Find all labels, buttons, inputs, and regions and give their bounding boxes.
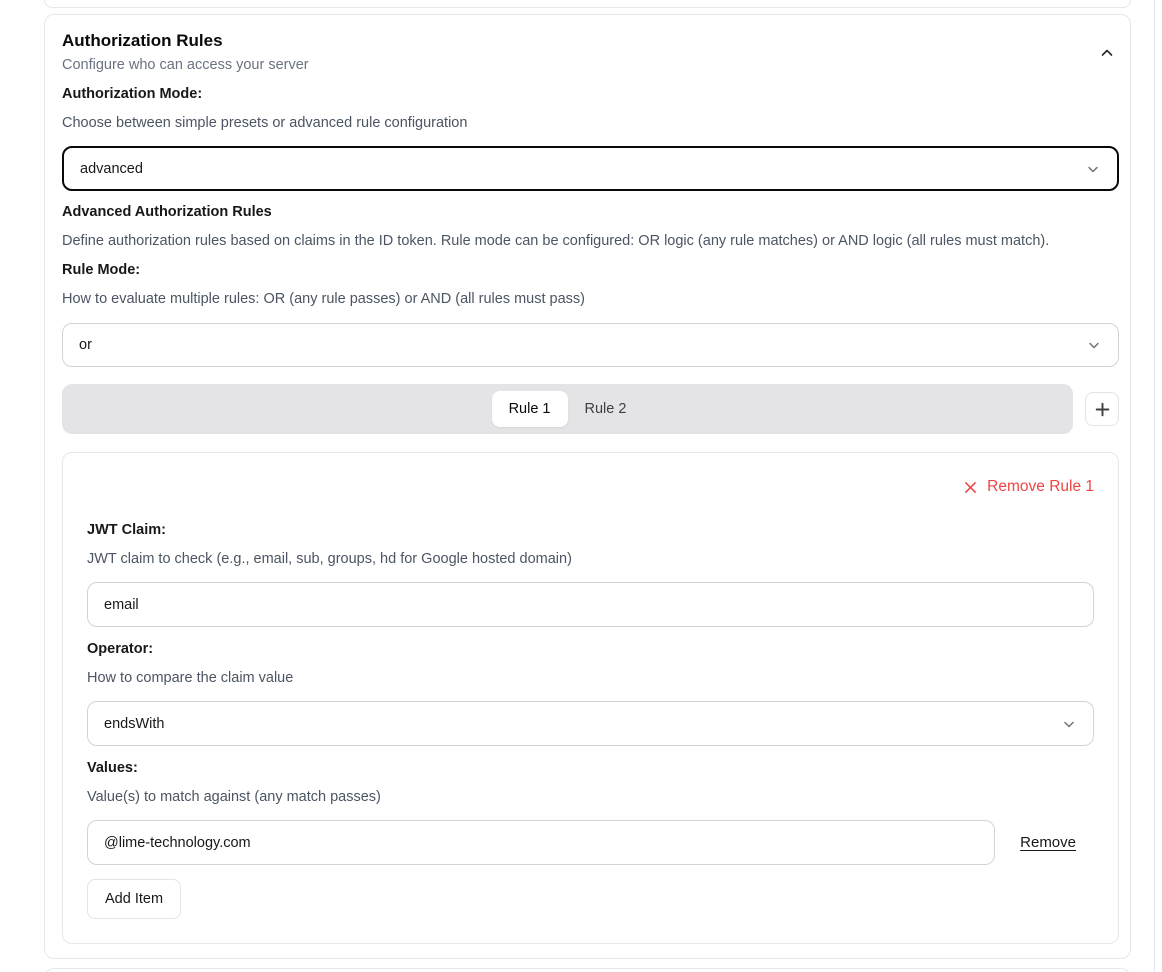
values-label: Values:	[87, 760, 138, 776]
previous-card-bottom-edge	[44, 0, 1131, 8]
chevron-down-icon	[1061, 716, 1077, 732]
authorization-mode-description: Choose between simple presets or advanced rule configuration	[62, 115, 468, 131]
authorization-mode-label: Authorization Mode:	[62, 86, 203, 102]
values-description: Value(s) to match against (any match passes)	[87, 789, 381, 805]
page-scroll-divider	[1154, 0, 1155, 972]
value-input[interactable]	[87, 820, 995, 865]
jwt-claim-label: JWT Claim:	[87, 522, 166, 538]
rule-tab-bar	[62, 384, 1073, 434]
tab-rule-2[interactable]	[568, 391, 644, 427]
chevron-up-icon	[1099, 45, 1115, 61]
operator-select[interactable]	[87, 701, 1094, 746]
tab-rule-2-label: Rule 2	[584, 401, 627, 417]
tab-rule-1-label: Rule 1	[508, 401, 551, 417]
rule-mode-label: Rule Mode:	[62, 262, 141, 278]
next-card-top-edge	[44, 968, 1131, 972]
plus-icon	[1094, 401, 1111, 418]
advanced-rules-description: Define authorization rules based on claims in the ID token. Rule mode can be configured: OR logic (any rule matches) or AND logic (all rules must match).	[62, 233, 1050, 249]
authorization-mode-value: advanced	[80, 160, 143, 177]
collapse-section-button[interactable]	[1097, 43, 1117, 63]
remove-rule-button[interactable]	[963, 477, 1094, 497]
rule-1-panel	[62, 452, 1119, 944]
x-icon	[963, 480, 978, 495]
remove-rule-row	[87, 477, 1094, 497]
tab-rule-1[interactable]	[492, 391, 568, 427]
rule-mode-select[interactable]	[62, 323, 1119, 367]
rule-mode-description: How to evaluate multiple rules: OR (any rule passes) or AND (all rules must pass)	[62, 291, 585, 307]
settings-content-column	[44, 0, 1131, 972]
card-subtitle: Configure who can access your server	[62, 57, 309, 73]
card-title: Authorization Rules	[62, 31, 223, 50]
add-item-button[interactable]: Add Item	[87, 879, 181, 919]
chevron-down-icon	[1086, 337, 1102, 353]
jwt-claim-description: JWT claim to check (e.g., email, sub, groups, hd for Google hosted domain)	[87, 551, 572, 567]
operator-description: How to compare the claim value	[87, 670, 294, 686]
value-item-row	[87, 820, 1094, 865]
operator-value: endsWith	[104, 715, 165, 732]
remove-rule-label: Remove Rule 1	[987, 478, 1094, 495]
rule-mode-value: or	[79, 337, 92, 353]
jwt-claim-input[interactable]	[87, 582, 1094, 627]
operator-label: Operator:	[87, 641, 154, 657]
add-rule-button[interactable]	[1085, 392, 1119, 426]
authorization-mode-select[interactable]	[62, 146, 1119, 191]
advanced-rules-heading: Advanced Authorization Rules	[62, 204, 272, 220]
chevron-down-icon	[1085, 161, 1101, 177]
rule-tabs-row	[62, 384, 1119, 434]
remove-value-link[interactable]: Remove	[1020, 834, 1076, 851]
authorization-rules-card	[44, 14, 1131, 959]
